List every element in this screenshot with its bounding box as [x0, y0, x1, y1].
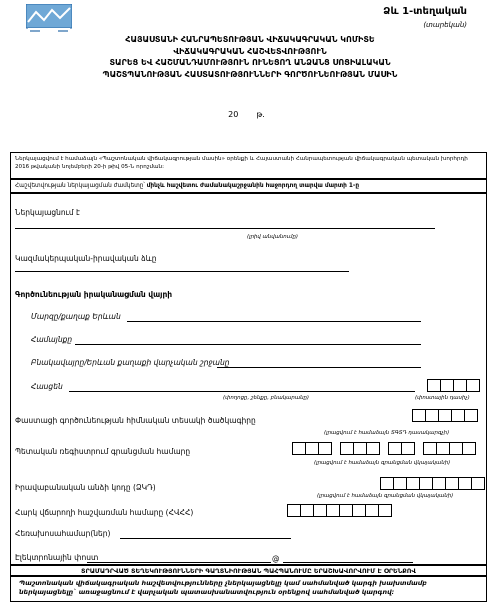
- settlement-label: Բնակավայրը/Երևան քաղաքի վարչական շրջանը: [31, 358, 230, 367]
- liability-note: Պաշտոնական վիճակագրական հաշվետվությունները չներկայացնելը կամ սահմանված կարգի խախտմամբ ներկայացնելը` առաջացնում է վարչական պատասխանատվություն օրենքով սահմանված կարգով:: [10, 576, 487, 602]
- activity-code-hint: (լրացվում է համաձայն ՏԳՏԴ դասակարգչի): [324, 430, 450, 436]
- address-label: Հասցեն: [31, 382, 63, 391]
- date-year-prefix: 20: [228, 110, 239, 119]
- postal-code-cells[interactable]: [427, 379, 479, 392]
- armstat-logo: [26, 4, 72, 33]
- state-reg-cells-2[interactable]: [340, 442, 379, 455]
- address-hint: (փողոցը, շենքը, բնակարանը): [223, 395, 310, 401]
- form-code: Ձև 1-տեղական: [383, 6, 467, 17]
- postal-code-hint: (փոստային դասիչ): [415, 395, 470, 401]
- header-line-1: ՀԱՅԱՍՏԱՆԻ ՀԱՆՐԱՊԵՏՈՒԹՅԱՆ ՎԻՃԱԿԱԳՐԱԿԱՆ ԿՈՄԻՏԵ: [125, 35, 375, 44]
- date-suffix: թ.: [256, 110, 265, 119]
- email-at-symbol: @: [272, 554, 280, 563]
- email-label: Էլեկտրոնային փոստ: [15, 553, 99, 562]
- legal-code-hint: (լրացվում է համաձայն գրանցման վկայականի): [317, 493, 454, 499]
- document-header: [30, 34, 470, 80]
- phone-field[interactable]: [120, 538, 291, 539]
- full-name-hint: (լրիվ անվանումը): [247, 234, 298, 240]
- report-date: [0, 110, 493, 119]
- community-label: Համայնքը: [31, 335, 73, 344]
- respondent-info-section: [10, 193, 487, 565]
- tax-id-cells[interactable]: [287, 504, 391, 517]
- region-field[interactable]: [127, 321, 421, 322]
- confidentiality-title: ՏՐԱՄԱԴՐՎԱԾ ՏԵՂԵԿՈՒԹՅՈՒՆՆԵՐԻ ԳԱՂՏՆԻՈՒԹՅԱՆ ՊԱՀՊԱՆՈՒՄԸ ԵՐԱՇԽԱՎՈՐՎՈՒՄ Է ՕՐԵՆՔՈՎ: [10, 565, 487, 576]
- header-line-4: ՊԱՇՏՊԱՆՈՒԹՅԱՆ ՀԱՍՏԱՏՈՒԹՅՈՒՆՆԵՐԻ ԳՈՐԾՈՒՆԵՈՒԹՅԱՆ ՄԱՍԻՆ: [102, 69, 398, 79]
- state-reg-label: Պետական ռեգիստրում գրանցման համարը: [15, 447, 191, 456]
- settlement-field[interactable]: [217, 367, 421, 368]
- legal-code-label: Իրավաբանական անձի կոդը (ՁԿԴ): [15, 483, 156, 492]
- legal-code-cells[interactable]: [380, 477, 484, 490]
- form-periodicity: (տարեկան): [423, 21, 467, 29]
- phone-label: Հեռախոսահամար(ներ): [15, 529, 111, 538]
- state-reg-hint: (լրացվում է համաձայն գրանցման վկայականի): [314, 460, 451, 466]
- submitted-by-label: Ներկայացնում է: [15, 208, 80, 217]
- submitted-by-field[interactable]: [15, 228, 435, 229]
- region-label: Մարզը/քաղաք Երևան: [31, 312, 121, 321]
- state-reg-cells-1[interactable]: [292, 442, 331, 455]
- community-field[interactable]: [75, 344, 421, 345]
- deadline-date: մինչև հաշվետու ժամանակաշրջանին հաջորդող տարվա մարտի 1-ը: [146, 183, 360, 189]
- deadline-text: [10, 179, 487, 193]
- location-title: Գործունեության իրականացման վայրի: [15, 290, 173, 299]
- activity-code-label: Փաստացի գործունեության հիմնական տեսակի ծածկագիրը: [15, 416, 256, 425]
- legal-basis-text: Ներկայացվում է համաձայն «Պաշտոնական վիճակագրության մասին» օրենքի և Հայաստանի Հանրապետության վիճակագրական պետական խորհրդի 2016 թվականի նոյեմբերի 20-ի թիվ 05-Ն որոշման:: [10, 152, 487, 179]
- legal-form-field[interactable]: [15, 271, 349, 272]
- state-reg-cells-3[interactable]: [388, 442, 414, 455]
- header-line-3: ՏԱՐԵՑ ԵՎ ՀԱՇՄԱՆԴԱՄՈՒԹՅՈՒՆ ՈՒՆԵՑՈՂ ԱՆՁԱՆՑ ՍՈՑԻԱԼԱԿԱՆ: [109, 58, 391, 67]
- activity-code-cells[interactable]: [412, 409, 477, 422]
- tax-id-label: Հարկ վճարողի հաշվառման համարը (ՀՎՀՀ): [15, 508, 194, 517]
- address-field[interactable]: [69, 391, 415, 392]
- deadline-prefix: Հաշվետվության ներկայացման ժամկետը՝: [15, 183, 145, 189]
- legal-form-label: Կազմակերպական-իրավական ձևը: [15, 254, 157, 263]
- email-domain-field[interactable]: [283, 562, 413, 563]
- state-reg-cells-4[interactable]: [423, 442, 475, 455]
- email-user-field[interactable]: [87, 562, 271, 563]
- header-line-2: ՎԻՃԱԿԱԳՐԱԿԱՆ ՀԱՇՎԵՏՎՈՒԹՅՈՒՆ: [173, 46, 327, 56]
